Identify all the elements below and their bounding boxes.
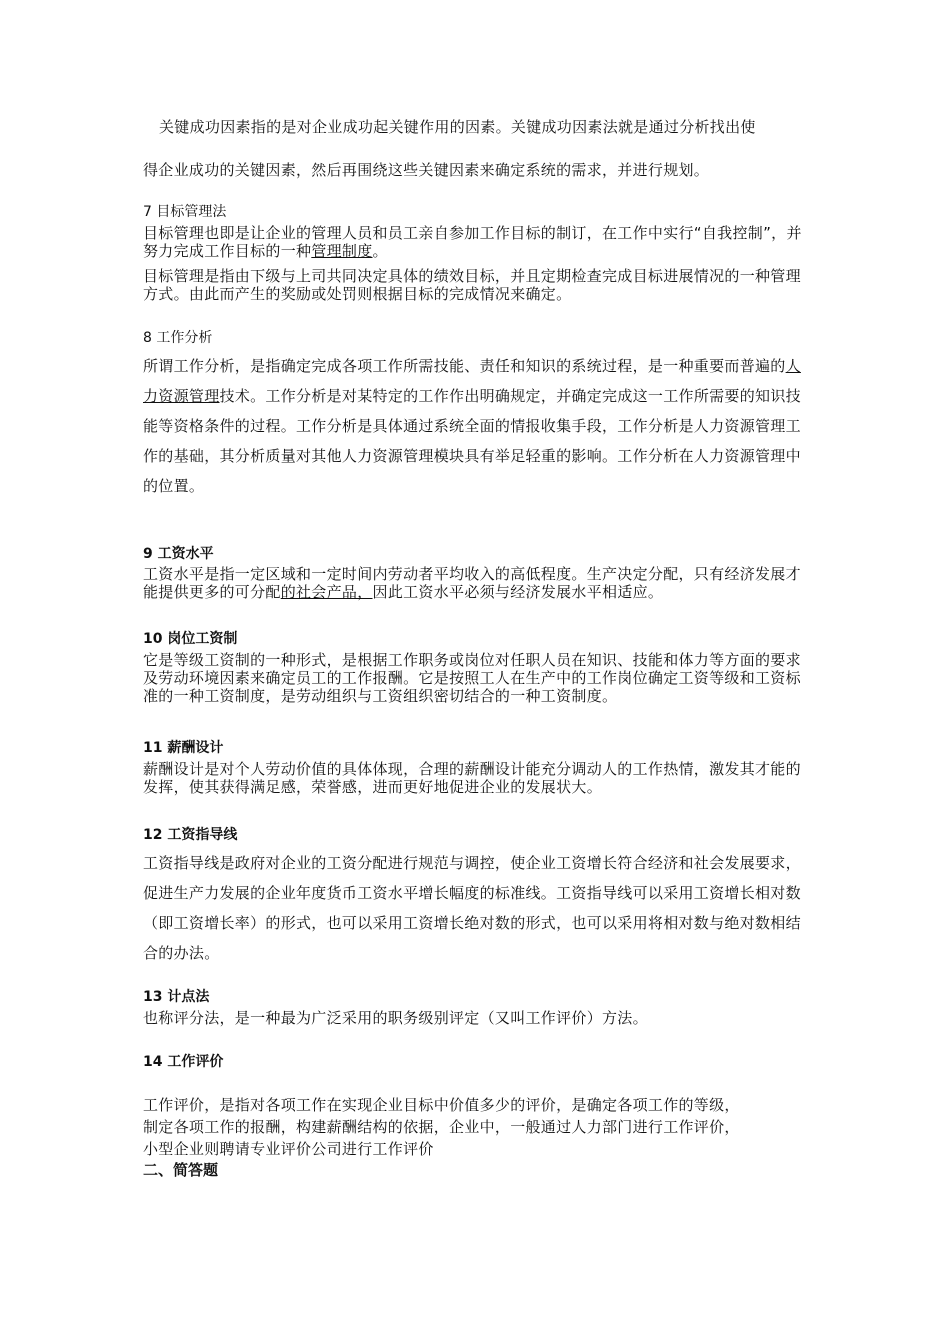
management-system-link[interactable]: 管理制度 — [311, 242, 373, 260]
section-8-heading: 8 工作分析 — [143, 330, 213, 346]
section-12-heading: 12 工资指导线 — [143, 827, 238, 843]
section-7-text-b: 。 — [372, 242, 388, 260]
intro-line-2: 得企业成功的关键因素，然后再围绕这些关键因素来确定系统的需求，并进行规划。 — [143, 161, 710, 179]
section-8-text-a: 所谓工作分析，是指确定完成各项工作所需技能、责任和知识的系统过程，是一种重要而普遍的 — [143, 357, 786, 375]
section-9-heading: 9 工资水平 — [143, 546, 214, 562]
section-14-line-3: 小型企业则聘请专业评价公司进行工作评价 — [143, 1140, 434, 1158]
section-10-heading: 10 岗位工资制 — [143, 631, 238, 647]
section-14-heading: 14 工作评价 — [143, 1054, 224, 1070]
section-9-text-b: 因此工资水平必须与经济发展水平相适应。 — [372, 583, 664, 601]
section-9-paragraph — [143, 565, 808, 601]
section-9-text-a: 工资水平是指一定区域和一定时间内劳动者平均收入的高低程度。生产决定分配，只有经济发展才能提供更多的可分配 — [143, 565, 801, 601]
section-7-text-a: 目标管理也即是让企业的管理人员和员工亲自参加工作目标的制订，在工作中实行“自我控制”，并努力完成工作目标的一种 — [143, 224, 802, 260]
section-13-heading: 13 计点法 — [143, 989, 210, 1005]
section-7-paragraph-2: 目标管理是指由下级与上司共同决定具体的绩效目标，并且定期检查完成目标进展情况的一种管理方式。由此而产生的奖励或处罚则根据目标的完成情况来确定。 — [143, 267, 801, 303]
hr-management-link[interactable]: 人力资源管理 — [143, 357, 801, 405]
section-13-paragraph: 也称评分法，是一种最为广泛采用的职务级别评定（又叫工作评价）方法。 — [143, 1009, 648, 1027]
section-14-line-1: 工作评价，是指对各项工作在实现企业目标中价值多少的评价，是确定各项工作的等级， — [143, 1096, 740, 1114]
section-7-paragraph-1 — [143, 224, 803, 260]
section-12-paragraph: 工资指导线是政府对企业的工资分配进行规范与调控，使企业工资增长符合经济和社会发展要求，促进生产力发展的企业年度货币工资水平增长幅度的标准线。工资指导线可以采用工资增长相对数（即工资增长率）的形式，也可以采用工资增长绝对数的形式，也可以采用将相对数与绝对数相结合的办法。 — [143, 854, 801, 962]
section-14-line-2: 制定各项工作的报酬，构建薪酬结构的依据，企业中，一般通过人力部门进行工作评价， — [143, 1118, 740, 1136]
intro-line-1: 关键成功因素指的是对企业成功起关键作用的因素。关键成功因素法就是通过分析找出使 — [159, 118, 756, 136]
part-2-heading: 二、简答题 — [143, 1161, 219, 1179]
section-8-text-b: 技术。工作分析是对某特定的工作作出明确规定，并确定完成这一工作所需要的知识技能等资格条件的过程。工作分析是具体通过系统全面的情报收集手段，工作分析是人力资源管理工作的基础，其分析质量对其他人力资源管理模块具有举足轻重的影响。工作分析在人力资源管理中的位置。 — [143, 387, 801, 495]
section-7-heading: 7 目标管理法 — [143, 204, 227, 220]
section-8-paragraph — [143, 351, 808, 501]
section-11-paragraph: 薪酬设计是对个人劳动价值的具体体现，合理的薪酬设计能充分调动人的工作热情，激发其才能的发挥，使其获得满足感，荣誉感，进而更好地促进企业的发展状大。 — [143, 760, 801, 796]
section-11-heading: 11 薪酬设计 — [143, 740, 224, 756]
section-10-paragraph: 它是等级工资制的一种形式，是根据工作职务或岗位对任职人员在知识、技能和体力等方面的要求及劳动环境因素来确定员工的工作报酬。它是按照工人在生产中的工作岗位确定工资等级和工资标准的一种工资制度，是劳动组织与工资组织密切结合的一种工资制度。 — [143, 651, 801, 705]
social-product-link[interactable]: 的社会产品， — [280, 583, 373, 601]
